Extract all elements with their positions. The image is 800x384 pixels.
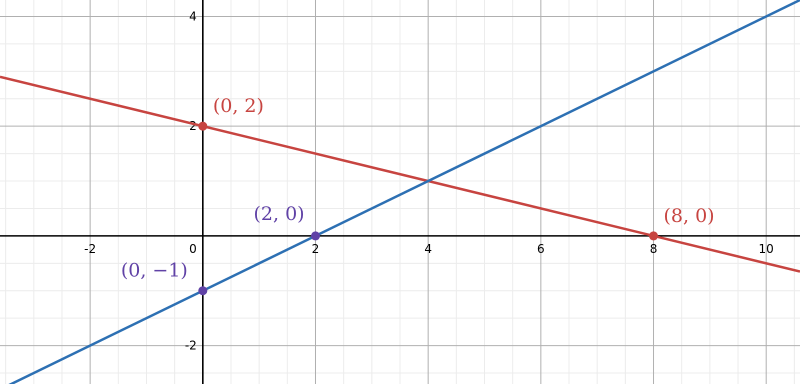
x-tick-label: 10 [758, 241, 774, 256]
x-tick-label: -2 [84, 241, 97, 256]
x-tick-label: 0 [189, 241, 197, 256]
x-tick-label: 4 [424, 241, 432, 256]
point-label: (0, 2) [212, 95, 264, 118]
x-tick-label: 6 [537, 241, 545, 256]
data-point [198, 122, 207, 131]
point-label: (0, −1) [120, 259, 188, 282]
data-point [311, 231, 320, 240]
point-label: (2, 0) [253, 202, 305, 225]
point-label: (8, 0) [663, 204, 715, 227]
x-tick-label: 2 [311, 241, 320, 256]
data-point [198, 286, 207, 295]
y-tick-label: -2 [184, 338, 197, 353]
y-tick-label: 2 [189, 119, 197, 134]
y-tick-label: 4 [189, 9, 197, 24]
x-tick-label: 8 [649, 241, 658, 256]
data-point [649, 231, 658, 240]
